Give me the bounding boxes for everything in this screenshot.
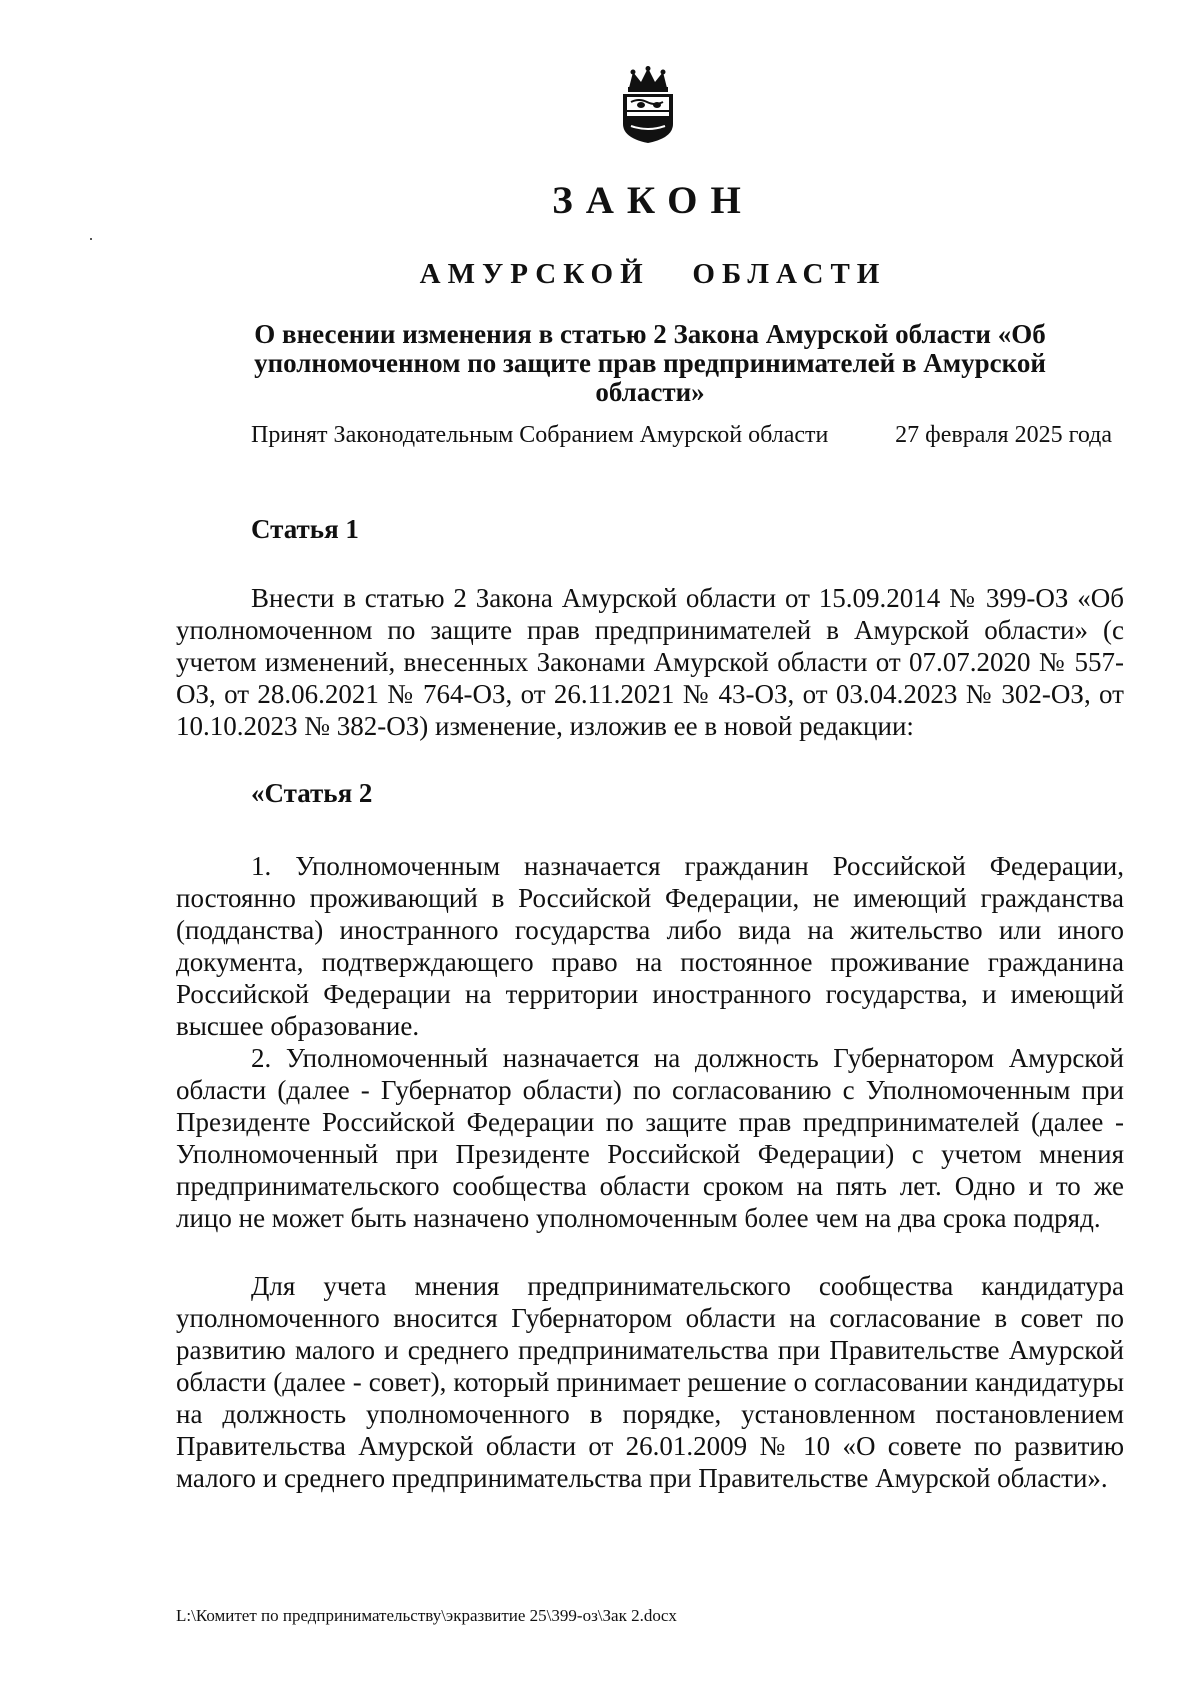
coat-of-arms-icon — [617, 66, 679, 144]
law-title: ЗАКОН — [552, 179, 754, 222]
article-2-heading: «Статья 2 — [251, 778, 373, 808]
article-2-item-1: 1. Уполномоченным назначается гражданин Российской Федерации, постоянно проживающий в Российской Федерации, не имеющий гражданства (подданства) иностранного государства либо вида на жительство или иного документа, подтверждающего право на постоянное проживание гражданина Российской Федерации на территории иностранного государства, и имеющий высшее образование. — [176, 851, 1124, 1041]
article-1-text: Внести в статью 2 Закона Амурской области от 15.09.2014 № 399-ОЗ «Об уполномоченном по защите прав предпринимателей в Амурской области» (с учетом изменений, внесенных Законами Амурской области от 07.07.2020 № 557-ОЗ, от 28.06.2021 № 764-ОЗ, от 26.11.2021 № 43-ОЗ, от 03.04.2023 № 302-ОЗ, от 10.10.2023 № 382-ОЗ) изменение, изложив ее в новой редакции: — [176, 583, 1124, 741]
adopted-by: Принят Законодательным Собранием Амурской области — [251, 422, 829, 448]
file-path: L:\Комитет по предпринимательству\экразвитие 25\399-оз\Зак 2.docx — [176, 1606, 677, 1625]
scan-speck — [90, 238, 92, 240]
article-1-heading: Статья 1 — [251, 514, 359, 544]
article-2-item-2: 2. Уполномоченный назначается на должность Губернатором Амурской области (далее - Губернатор области) по согласованию с Уполномоченным при Президенте Российской Федерации по защите прав предпринимателей (далее - Уполномоченный при Президенте Российской Федерации) с учетом мнения предпринимательского сообщества области сроком на пять лет. Одно и то же лицо не может быть назначено уполномоченным более чем на два срока подряд. — [176, 1043, 1124, 1233]
adopted-date: 27 февраля 2025 года — [895, 422, 1112, 448]
article-2-item-2-paragraph: Для учета мнения предпринимательского сообщества кандидатура уполномоченного вносится Губернатором области на согласование в совет по развитию малого и среднего предпринимательства при Правительстве Амурской области (далее - совет), который принимает решение о согласовании кандидатуры на должность уполномоченного в порядке, установленном постановлением Правительства Амурской области от 26.01.2009 № 10 «О совете по развитию малого и среднего предпринимательства при Правительстве Амурской области». — [176, 1271, 1124, 1493]
region-title: АМУРСКОЙ ОБЛАСТИ — [419, 258, 887, 290]
law-subject: О внесении изменения в статью 2 Закона Амурской области «Об уполномоченном по защите прав предпринимателей в Амурской области» — [254, 319, 1046, 407]
